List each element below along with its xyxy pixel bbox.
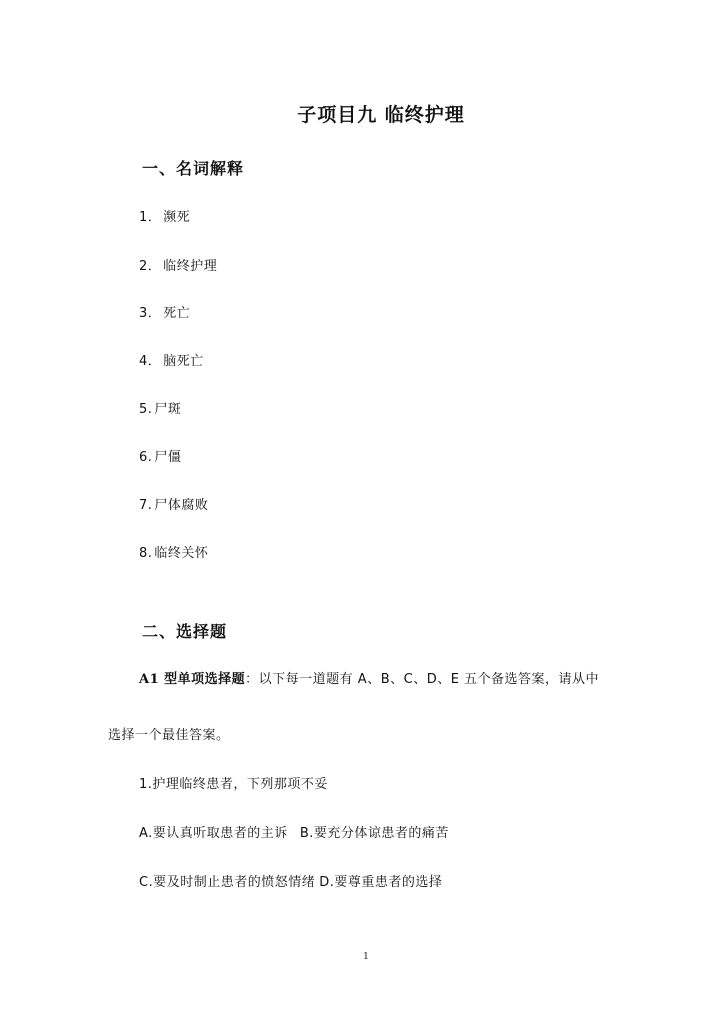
instruction-line <box>139 668 599 687</box>
section-heading-choice: 二、选择题 <box>142 622 228 641</box>
term-text: 尸斑 <box>154 402 182 417</box>
option-b: B.要充分体谅患者的痛苦 <box>299 826 449 841</box>
term-text: 尸僵 <box>154 450 182 465</box>
term-item <box>139 206 190 225</box>
question-stem: 1.护理临终患者，下列那项不妥 <box>139 777 328 792</box>
term-text: 临终护理 <box>163 259 218 274</box>
term-number: 7. <box>139 498 153 513</box>
question-options-row-1 <box>139 822 449 841</box>
question-options-row-2 <box>139 871 442 890</box>
term-number: 6. <box>139 450 153 465</box>
term-item <box>139 542 208 561</box>
term-item <box>139 302 190 321</box>
option-d: D.要尊重患者的选择 <box>319 875 443 890</box>
page-number: 1 <box>363 952 369 962</box>
term-number: 3． <box>139 306 162 321</box>
term-number: 2． <box>139 259 162 274</box>
term-item <box>139 398 181 417</box>
option-a: A.要认真听取患者的主诉 <box>139 826 288 841</box>
option-c: C.要及时制止患者的愤怒情绪 <box>139 875 316 890</box>
term-number: 1． <box>139 210 162 225</box>
term-number: 8. <box>139 546 153 561</box>
term-item <box>139 255 217 274</box>
instruction-text: ：以下每一道题有 A、B、C、D、E 五个备选答案，请从中 <box>245 672 600 687</box>
instruction-continuation: 选择一个最佳答案。 <box>108 728 230 743</box>
term-number: 5. <box>139 402 153 417</box>
term-text: 脑死亡 <box>163 354 204 369</box>
term-item <box>139 494 208 513</box>
term-item <box>139 350 204 369</box>
term-text: 尸体腐败 <box>154 498 209 513</box>
page-title: 子项目九 临终护理 <box>297 104 465 126</box>
term-text: 临终关怀 <box>154 546 209 561</box>
question-type-label: A1 型单项选择题 <box>139 672 246 687</box>
term-item <box>139 446 181 465</box>
term-text: 濒死 <box>163 210 191 225</box>
term-text: 死亡 <box>163 306 191 321</box>
term-number: 4． <box>139 354 162 369</box>
section-heading-definitions: 一、名词解释 <box>142 159 245 178</box>
